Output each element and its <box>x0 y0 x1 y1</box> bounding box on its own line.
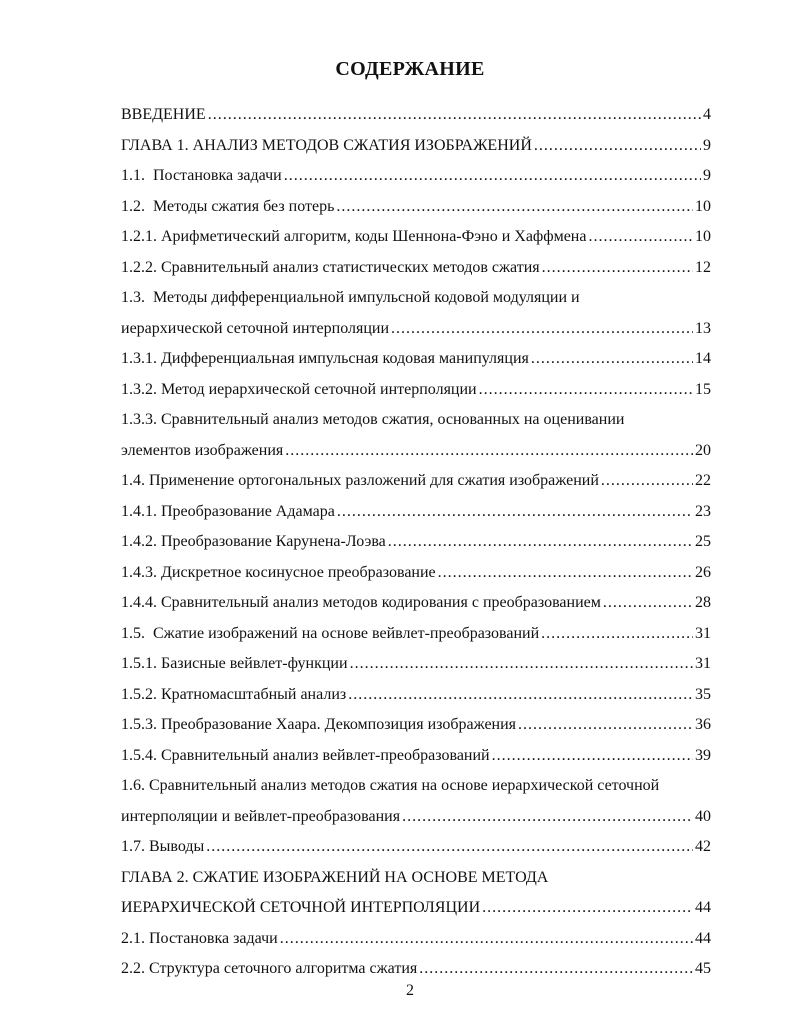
toc-entry-text: 2.1. Постановка задачи <box>121 929 278 947</box>
toc-entry-text: 1.3.2. Метод иерархической сеточной интерполяции <box>121 380 477 398</box>
toc-leader-dots <box>337 497 693 528</box>
toc-entry-text: ВВЕДЕНИЕ <box>121 106 206 123</box>
toc-entry-page: 9 <box>703 167 711 184</box>
toc-entry-text: ИЕРАРХИЧЕСКОЙ СЕТОЧНОЙ ИНТЕРПОЛЯЦИИ <box>121 899 481 916</box>
toc-leader-dots <box>603 588 693 619</box>
toc-leader-dots <box>285 436 693 467</box>
toc-leader-dots <box>518 710 693 741</box>
toc-entry-page: 14 <box>695 350 711 367</box>
toc-entry <box>121 375 711 406</box>
toc-entry <box>121 954 711 985</box>
toc-entry <box>121 222 711 253</box>
toc-entry-text: 1.4.4. Сравнительный анализ методов кодирования с преобразованием <box>121 594 601 611</box>
toc-entry-text: 1.7. Выводы <box>121 838 205 855</box>
toc-entry-page: 23 <box>695 502 711 520</box>
toc-leader-dots <box>280 924 693 955</box>
toc-leader-dots <box>541 619 693 650</box>
toc-entry-page: 12 <box>695 258 711 276</box>
toc-leader-dots <box>482 893 693 924</box>
toc-entry-page: 13 <box>695 319 711 337</box>
toc-leader-dots <box>542 253 693 284</box>
toc-leader-dots <box>588 222 693 253</box>
toc-entry-first-line: 1.6. Сравнительный анализ методов сжатия на основе иерархической сеточной <box>121 777 660 794</box>
toc-entry <box>121 649 711 680</box>
toc-entry-text: 1.4.3. Дискретное косинусное преобразование <box>121 563 436 581</box>
toc-entry-page: 35 <box>695 685 711 703</box>
toc-entry <box>121 680 711 711</box>
toc-entry-text: элементов изображения <box>121 441 284 459</box>
toc-entry <box>121 100 711 131</box>
toc-entry-text: 1.2.2. Сравнительный анализ статистических методов сжатия <box>121 258 540 276</box>
toc-entry <box>121 832 711 863</box>
toc-entry <box>121 710 711 741</box>
toc-entry-page: 31 <box>695 624 711 642</box>
toc-entry-page: 4 <box>703 106 711 123</box>
toc-entry-text: 1.4. Применение ортогональных разложений для сжатия изображений <box>121 472 599 489</box>
toc-entry-first-line: 1.3.3. Сравнительный анализ методов сжатия, основанных на оценивании <box>121 411 625 428</box>
toc-entry-page: 42 <box>695 838 711 855</box>
toc-entry <box>121 466 711 497</box>
toc-leader-dots <box>534 131 701 162</box>
toc-entry-text: 1.3.1. Дифференциальная импульсная кодовая манипуляция <box>121 350 529 367</box>
toc-entry-first-line: ГЛАВА 2. СЖАТИЕ ИЗОБРАЖЕНИЙ НА ОСНОВЕ МЕТОДА <box>121 868 549 886</box>
toc-entry-page: 44 <box>695 899 711 916</box>
toc-entry-text: 2.2. Структура сеточного алгоритма сжатия <box>121 960 418 977</box>
toc-entry <box>121 619 711 650</box>
toc-leader-dots <box>208 100 701 131</box>
toc-entry-text: 1.4.1. Преобразование Адамара <box>121 502 335 520</box>
toc-entry <box>121 802 711 833</box>
toc-leader-dots <box>438 558 693 589</box>
toc-entry-text: 1.5. Сжатие изображений на основе вейвлет-преобразований <box>121 624 540 642</box>
toc-leader-dots <box>479 375 693 406</box>
toc-entry-text: 1.5.3. Преобразование Хаара. Декомпозиция изображения <box>121 716 517 733</box>
toc-entry-page: 10 <box>695 228 711 245</box>
toc-leader-dots <box>348 680 693 711</box>
toc-entry <box>121 588 711 619</box>
toc-leader-dots <box>350 649 693 680</box>
toc-entry <box>121 436 711 467</box>
toc-leader-dots <box>419 954 693 985</box>
toc-entry-page: 40 <box>695 807 711 825</box>
toc-entry-page: 10 <box>695 197 711 215</box>
toc-entry <box>121 497 711 528</box>
page-title: СОДЕРЖАНИЕ <box>335 58 485 80</box>
toc-leader-dots <box>206 832 693 863</box>
toc-entry <box>121 344 711 375</box>
toc-entry <box>121 253 711 284</box>
toc-entry <box>121 161 711 192</box>
toc-entry <box>121 558 711 589</box>
toc-entry-text: ГЛАВА 1. АНАЛИЗ МЕТОДОВ СЖАТИЯ ИЗОБРАЖЕНИЙ <box>121 136 532 154</box>
toc-entry-page: 45 <box>695 960 711 977</box>
page-number: 2 <box>406 982 414 999</box>
toc-entry-page: 25 <box>695 533 711 550</box>
toc-entry-page: 36 <box>695 716 711 733</box>
table-of-contents <box>121 100 711 985</box>
toc-entry <box>121 131 711 162</box>
toc-leader-dots <box>531 344 693 375</box>
toc-entry-first-line: 1.3. Методы дифференциальной импульсной кодовой модуляции и <box>121 289 580 306</box>
toc-leader-dots <box>391 314 693 345</box>
toc-entry-text: 1.5.4. Сравнительный анализ вейвлет-преобразований <box>121 746 490 764</box>
toc-leader-dots <box>492 741 693 772</box>
toc-entry-text: 1.4.2. Преобразование Карунена-Лоэва <box>121 533 386 550</box>
toc-entry-text: интерполяции и вейвлет-преобразования <box>121 807 401 825</box>
toc-entry-text: 1.2.1. Арифметический алгоритм, коды Шеннона-Фэно и Хаффмена <box>121 228 587 245</box>
toc-entry-text: 1.2. Методы сжатия без потерь <box>121 197 335 215</box>
toc-leader-dots <box>402 802 693 833</box>
toc-entry-text: 1.1. Постановка задачи <box>121 167 282 184</box>
toc-entry-page: 26 <box>695 563 711 581</box>
toc-leader-dots <box>388 527 693 558</box>
toc-entry-page: 44 <box>695 929 711 947</box>
toc-entry <box>121 527 711 558</box>
toc-entry-page: 28 <box>695 594 711 611</box>
toc-entry-page: 15 <box>695 380 711 398</box>
toc-leader-dots <box>336 192 693 223</box>
toc-entry-page: 39 <box>695 746 711 764</box>
toc-entry-text: 1.5.2. Кратномасштабный анализ <box>121 685 347 703</box>
toc-entry-page: 20 <box>695 441 711 459</box>
toc-entry <box>121 741 711 772</box>
toc-leader-dots <box>284 161 701 192</box>
toc-entry-page: 22 <box>695 472 711 489</box>
toc-leader-dots <box>601 466 693 497</box>
toc-entry-page: 9 <box>703 136 711 154</box>
toc-entry-text: иерархической сеточной интерполяции <box>121 319 390 337</box>
toc-entry-page: 31 <box>695 655 711 672</box>
toc-entry <box>121 192 711 223</box>
toc-entry <box>121 893 711 924</box>
toc-entry <box>121 314 711 345</box>
toc-entry <box>121 924 711 955</box>
toc-entry-text: 1.5.1. Базисные вейвлет-функции <box>121 655 348 672</box>
